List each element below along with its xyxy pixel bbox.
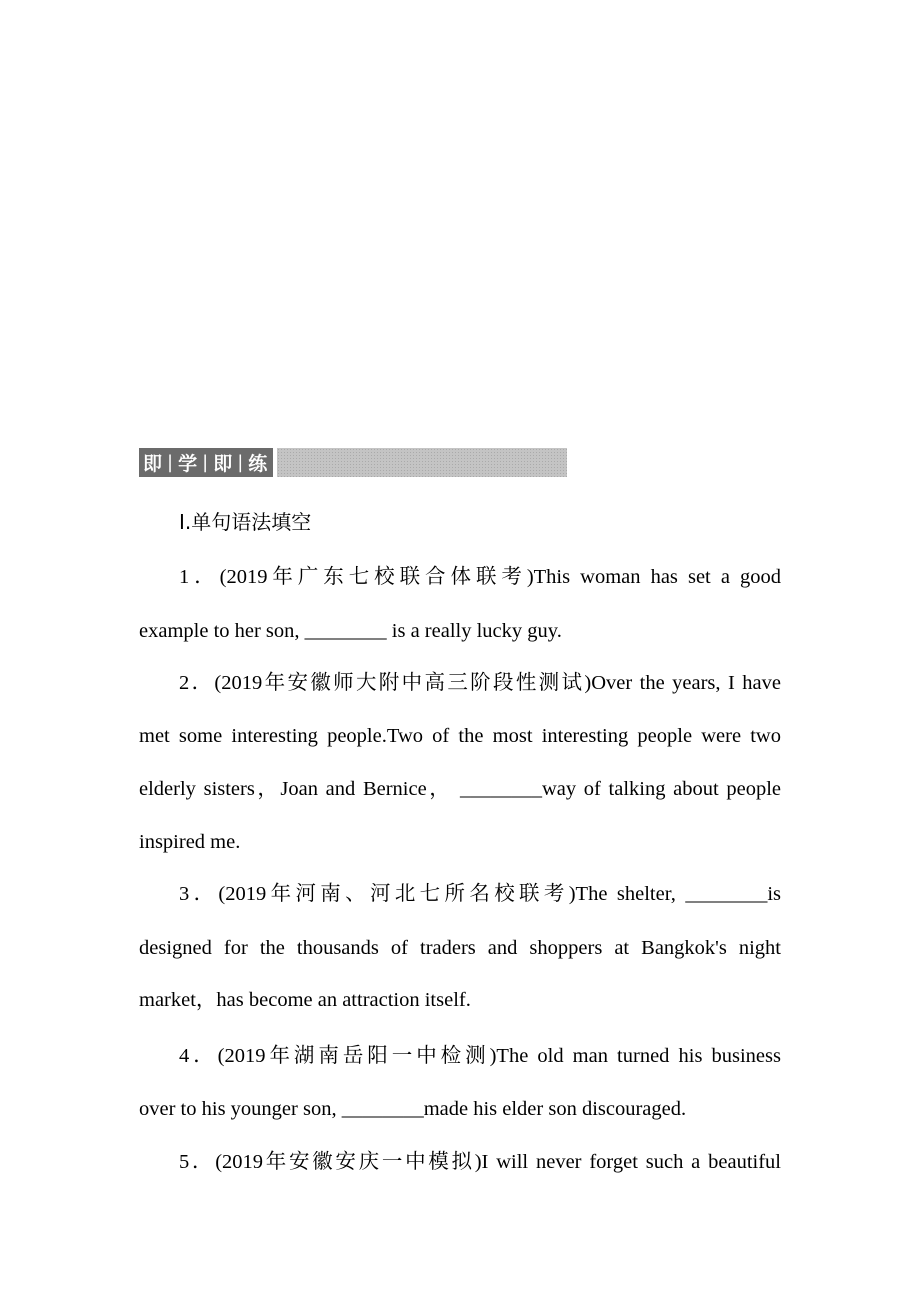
text-line: inspired me. (139, 831, 241, 853)
banner-char: 即 (213, 453, 233, 475)
text-line: 3．(2019年河南、河北七所名校联考)The shelter, ________is (179, 883, 781, 905)
text-line: elderly sisters，Joan and Bernice， ________way of talking about people (139, 778, 781, 800)
banner-label (139, 448, 273, 477)
text-line: 5．(2019年安徽安庆一中模拟)I will never forget such a beautiful (179, 1151, 781, 1173)
text-line: 4．(2019年湖南岳阳一中检测)The old man turned his business (179, 1045, 781, 1067)
banner-char: 练 (248, 453, 268, 475)
text-line: designed for the thousands of traders and shoppers at Bangkok's night (139, 937, 781, 959)
text-line: 1．(2019年广东七校联合体联考)This woman has set a good (179, 566, 781, 588)
text-line: over to his younger son, ________made his elder son discouraged. (139, 1098, 687, 1120)
text-line: example to her son, ________ is a really lucky guy. (139, 620, 562, 642)
text-line: market，has become an attraction itself. (139, 989, 471, 1011)
banner-separator: | (237, 452, 244, 473)
banner-separator: | (167, 452, 174, 473)
banner-char: 即 (143, 453, 163, 475)
banner-fill (277, 448, 567, 477)
section-banner (139, 448, 567, 477)
banner-separator: | (202, 452, 209, 473)
section-title: Ⅰ.单句语法填空 (179, 510, 312, 534)
text-line: 2．(2019年安徽师大附中高三阶段性测试)Over the years, I have (179, 672, 781, 694)
text-line: met some interesting people.Two of the most interesting people were two (139, 725, 781, 747)
banner-char: 学 (178, 453, 198, 475)
